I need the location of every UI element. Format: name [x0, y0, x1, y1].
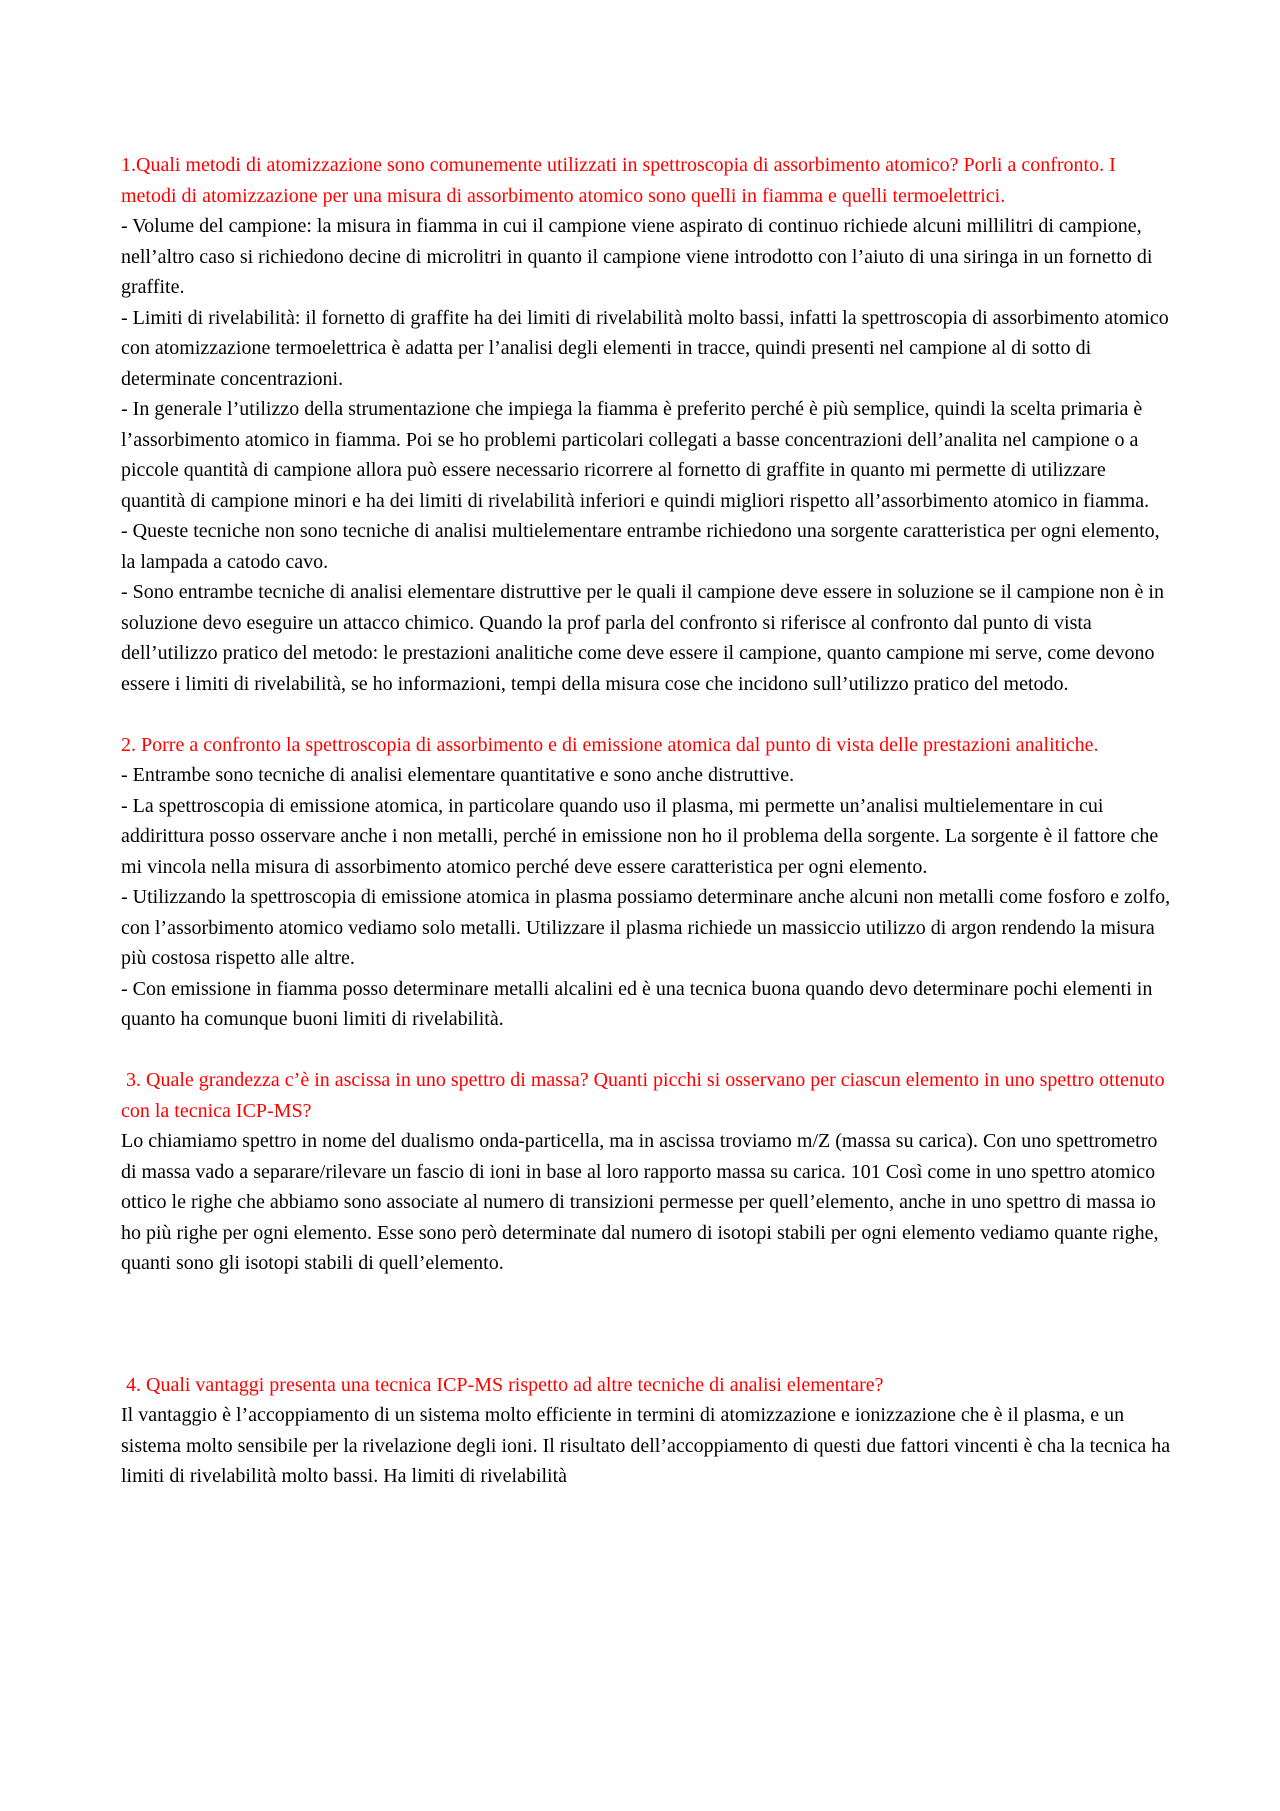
question-1-heading: 1.Quali metodi di atomizzazione sono comunemente utilizzati in spettroscopia di assorbimento atomico? Porli a confronto. I metodi di atomizzazione per una misura di assorbimento atomico sono quelli in fiamma e quelli termoelettrici. — [121, 154, 1116, 207]
paragraph: - In generale l’utilizzo della strumentazione che impiega la fiamma è preferito perché è più semplice, quindi la scelta primaria è l’assorbimento atomico in fiamma. Poi se ho problemi particolari collegati a basse concentrazioni dell’analita nel campione o a piccole quantità di campione allora può essere necessario ricorrere al fornetto di graffite in quanto mi permette di utilizzare quantità di campione minori e ha dei limiti di rivelabilità inferiori e quindi migliori rispetto all’assorbimento atomico in fiamma. — [121, 398, 1150, 512]
paragraph: - Con emissione in fiamma posso determinare metalli alcalini ed è una tecnica buona quando devo determinare pochi elementi in quanto ha comunque buoni limiti di rivelabilità. — [121, 977, 1153, 1030]
paragraph: - Entrambe sono tecniche di analisi elementare quantitative e sono anche distruttive. — [121, 764, 795, 786]
paragraph: - Sono entrambe tecniche di analisi elementare distruttive per le quali il campione deve essere in soluzione se il campione non è in soluzione devo eseguire un attacco chimico. Quando la prof parla del confronto si riferisce al confronto dal punto di vista dell’utilizzo pratico del metodo: le prestazioni analitiche come deve essere il campione, quanto campione mi serve, come devono essere i limiti di rivelabilità, se ho informazioni, tempi della misura cose che incidono sull’utilizzo pratico del metodo. — [121, 581, 1164, 695]
document-page — [121, 150, 1171, 1492]
section-4 — [121, 1370, 1171, 1492]
blank-line — [121, 699, 1171, 730]
paragraph: Il vantaggio è l’accoppiamento di un sistema molto efficiente in termini di atomizzazione e ionizzazione che è il plasma, e un sistema molto sensibile per la rivelazione degli ioni. Il risultato dell’accoppiamento di questi due fattori vincenti è cha la tecnica ha limiti di rivelabilità molto bassi. Ha limiti di rivelabilità — [121, 1404, 1171, 1487]
blank-line — [121, 1035, 1171, 1066]
paragraph: - La spettroscopia di emissione atomica, in particolare quando uso il plasma, mi permette un’analisi multielementare in cui addirittura posso osservare anche i non metalli, perché in emissione non ho il problema della sorgente. La sorgente è il fattore che mi vincola nella misura di assorbimento atomico perché deve essere caratteristica per ogni elemento. — [121, 794, 1159, 878]
section-1 — [121, 150, 1171, 699]
question-4-heading: 4. Quali vantaggi presenta una tecnica ICP-MS rispetto ad altre tecniche di analisi elementare? — [121, 1373, 884, 1396]
question-2-heading: 2. Porre a confronto la spettroscopia di assorbimento e di emissione atomica dal punto di vista delle prestazioni analitiche. — [121, 733, 1099, 756]
paragraph: - Utilizzando la spettroscopia di emissione atomica in plasma possiamo determinare anche alcuni non metalli come fosforo e zolfo, con l’assorbimento atomico vediamo solo metalli. Utilizzare il plasma richiede un massiccio utilizzo di argon rendendo la misura più costosa rispetto alle altre. — [121, 886, 1171, 969]
question-3-heading: 3. Quale grandezza c’è in ascissa in uno spettro di massa? Quanti picchi si osservano per ciascun elemento in uno spettro ottenuto con la tecnica ICP-MS? — [121, 1069, 1170, 1122]
section-2 — [121, 730, 1171, 1035]
paragraph: - Limiti di rivelabilità: il fornetto di graffite ha dei limiti di rivelabilità molto bassi, infatti la spettroscopia di assorbimento atomico con atomizzazione termoelettrica è adatta per l’analisi degli elementi in tracce, quindi presenti nel campione al di sotto di determinate concentrazioni. — [121, 306, 1169, 390]
paragraph: - Queste tecniche non sono tecniche di analisi multielementare entrambe richiedono una sorgente caratteristica per ogni elemento, la lampada a catodo cavo. — [121, 520, 1160, 573]
blank-lines — [121, 1279, 1171, 1370]
section-3 — [121, 1065, 1171, 1279]
paragraph: - Volume del campione: la misura in fiamma in cui il campione viene aspirato di continuo richiede alcuni millilitri di campione, nell’altro caso si richiedono decine di microlitri in quanto il campione viene introdotto con l’aiuto di una siringa in un fornetto di graffite. — [121, 215, 1153, 298]
paragraph: Lo chiamiamo spettro in nome del dualismo onda-particella, ma in ascissa troviamo m/Z (massa su carica). Con uno spettrometro di massa vado a separare/rilevare un fascio di ioni in base al loro rapporto massa su carica. 101 Così come in uno spettro atomico ottico le righe che abbiamo sono associate al numero di transizioni permesse per quell’elemento, anche in uno spettro di massa io ho più righe per ogni elemento. Esse sono però determinate dal numero di isotopi stabili per ogni elemento vediamo quante righe, quanti sono gli isotopi stabili di quell’elemento. — [121, 1130, 1159, 1274]
